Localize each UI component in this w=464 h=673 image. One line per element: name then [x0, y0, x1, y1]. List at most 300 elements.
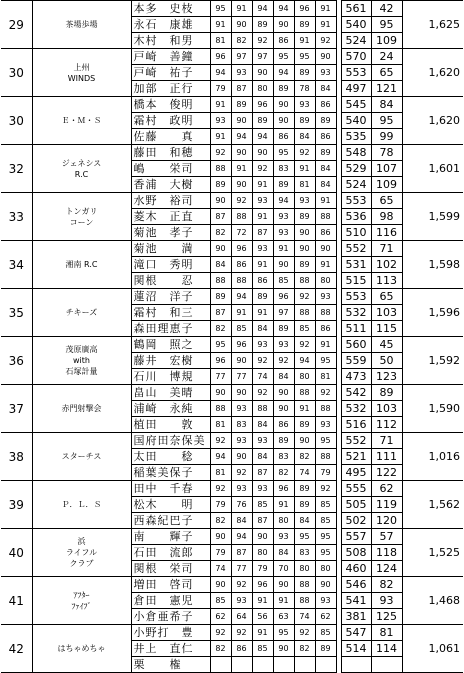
team-total: 1,592: [402, 337, 463, 385]
member-rank: 122: [371, 465, 402, 481]
series-score: 93: [231, 481, 252, 497]
series-score: 80: [273, 513, 294, 529]
series-score: 91: [231, 305, 252, 321]
series-score: 95: [210, 337, 231, 353]
series-score: 86: [252, 273, 273, 289]
member-name: 鶴岡 照之: [131, 337, 210, 353]
member-total: 541: [341, 593, 371, 609]
series-score: 88: [294, 385, 315, 401]
member-name: 橋本 俊明: [131, 97, 210, 113]
member-rank: 82: [371, 577, 402, 593]
series-score: 96: [210, 353, 231, 369]
team-name-line: R.C: [74, 169, 89, 179]
member-name: 栗 権: [131, 657, 210, 673]
series-score: 96: [231, 337, 252, 353]
team-name: [32, 337, 131, 385]
series-score: 89: [294, 417, 315, 433]
team-name-line: ﾌｧｲﾌﾞ: [71, 601, 92, 611]
series-score: 88: [210, 161, 231, 177]
member-total: 570: [341, 49, 371, 65]
team-name: [32, 145, 131, 193]
team-rank: 41: [1, 577, 32, 625]
table-row: [1, 97, 463, 113]
series-score: 90: [273, 641, 294, 657]
series-score: 92: [294, 625, 315, 641]
series-score: 94: [231, 289, 252, 305]
series-score: 63: [273, 609, 294, 625]
member-rank: [371, 657, 402, 673]
series-score: 93: [210, 113, 231, 129]
series-score: 90: [273, 401, 294, 417]
series-score: 74: [294, 465, 315, 481]
series-score: 87: [210, 305, 231, 321]
series-score: 93: [231, 593, 252, 609]
team-total: 1,590: [402, 385, 463, 433]
member-total: 548: [341, 145, 371, 161]
team-name: [32, 577, 131, 625]
series-score: 97: [231, 49, 252, 65]
series-score: 84: [252, 417, 273, 433]
series-score: 93: [252, 433, 273, 449]
team-rank: 33: [1, 193, 32, 241]
series-score: 92: [210, 433, 231, 449]
series-score: 96: [273, 289, 294, 305]
member-rank: 114: [371, 641, 402, 657]
team-name: [32, 1, 131, 49]
series-score: 95: [273, 49, 294, 65]
team-name-line: スターチス: [61, 452, 102, 461]
member-rank: 103: [371, 401, 402, 417]
series-score: 90: [273, 97, 294, 113]
series-score: 90: [315, 577, 336, 593]
series-score: 92: [315, 385, 336, 401]
member-name: 石田 流郎: [131, 545, 210, 561]
series-score: 87: [252, 513, 273, 529]
series-score: 93: [252, 241, 273, 257]
team-rank: 30: [1, 49, 32, 97]
team-rank: 40: [1, 529, 32, 577]
series-score: 89: [294, 481, 315, 497]
series-score: 88: [231, 273, 252, 289]
series-score: 90: [210, 529, 231, 545]
team-name-line: Ｅ・Ｍ・Ｓ: [61, 116, 102, 125]
member-total: 505: [341, 497, 371, 513]
series-score: 91: [231, 1, 252, 17]
member-rank: 123: [371, 369, 402, 385]
series-score: 78: [294, 81, 315, 97]
member-total: 535: [341, 129, 371, 145]
member-total: 553: [341, 289, 371, 305]
team-rank: 39: [1, 481, 32, 529]
series-score: 86: [315, 225, 336, 241]
table-row: [1, 529, 463, 545]
member-name: 石川 博規: [131, 369, 210, 385]
team-total: 1,016: [402, 433, 463, 481]
series-score: 84: [315, 81, 336, 97]
series-score: 93: [273, 209, 294, 225]
series-score: 90: [294, 433, 315, 449]
series-score: 90: [273, 17, 294, 33]
series-score: 89: [210, 177, 231, 193]
series-score: [273, 657, 294, 673]
member-rank: 98: [371, 209, 402, 225]
series-score: 89: [294, 113, 315, 129]
member-rank: 124: [371, 561, 402, 577]
member-name: 国府田奈保美: [131, 433, 210, 449]
series-score: 95: [315, 529, 336, 545]
series-score: 91: [252, 177, 273, 193]
series-score: 89: [273, 433, 294, 449]
series-score: 92: [294, 145, 315, 161]
series-score: 62: [210, 609, 231, 625]
series-score: 91: [273, 593, 294, 609]
series-score: 85: [273, 273, 294, 289]
team-total: 1,598: [402, 241, 463, 289]
team-rank: 30: [1, 97, 32, 145]
series-score: 93: [273, 225, 294, 241]
member-name: 戸崎 祐子: [131, 65, 210, 81]
series-score: 89: [315, 113, 336, 129]
series-score: 91: [210, 97, 231, 113]
team-name-line: クラブ: [69, 559, 94, 568]
team-total: 1,599: [402, 193, 463, 241]
member-total: 546: [341, 577, 371, 593]
series-score: 90: [273, 577, 294, 593]
member-total: 553: [341, 193, 371, 209]
team-name: [32, 241, 131, 289]
member-name: 戸崎 善鐘: [131, 49, 210, 65]
member-total: 555: [341, 481, 371, 497]
series-score: 88: [210, 401, 231, 417]
series-score: 94: [231, 529, 252, 545]
series-score: 91: [252, 625, 273, 641]
series-score: [294, 657, 315, 673]
series-score: 94: [294, 353, 315, 369]
team-name: [32, 385, 131, 433]
member-name: 浦崎 永純: [131, 401, 210, 417]
member-rank: 81: [371, 625, 402, 641]
member-rank: 50: [371, 353, 402, 369]
series-score: 91: [315, 193, 336, 209]
member-name: 霜村 政明: [131, 113, 210, 129]
team-name-line: 上州: [73, 62, 90, 72]
series-score: 93: [273, 337, 294, 353]
series-score: 84: [315, 161, 336, 177]
series-score: 92: [210, 625, 231, 641]
series-score: 89: [315, 641, 336, 657]
member-name: 小倉亜希子: [131, 609, 210, 625]
team-name-line: 赤門射撃会: [61, 404, 102, 413]
member-rank: 113: [371, 273, 402, 289]
series-score: 84: [210, 257, 231, 273]
series-score: 88: [294, 273, 315, 289]
team-rank: 35: [1, 289, 32, 337]
table-row: [1, 241, 463, 257]
series-score: 92: [210, 481, 231, 497]
series-score: 91: [273, 497, 294, 513]
member-rank: 24: [371, 49, 402, 65]
series-score: 93: [294, 97, 315, 113]
team-name-line: ジェネシス: [61, 158, 102, 168]
series-score: 93: [252, 481, 273, 497]
member-name: 菊池 満: [131, 241, 210, 257]
member-name: 松木 明: [131, 497, 210, 513]
table-row: [1, 337, 463, 353]
series-score: 87: [252, 465, 273, 481]
series-score: 86: [315, 97, 336, 113]
series-score: 88: [315, 305, 336, 321]
team-rank: 37: [1, 385, 32, 433]
team-name: [32, 481, 131, 529]
member-rank: 112: [371, 417, 402, 433]
series-score: 80: [315, 561, 336, 577]
member-total: 552: [341, 433, 371, 449]
series-score: [231, 657, 252, 673]
series-score: 96: [273, 481, 294, 497]
team-name-line: 浜: [77, 537, 86, 546]
member-rank: 118: [371, 545, 402, 561]
series-score: 94: [252, 1, 273, 17]
series-score: 92: [252, 353, 273, 369]
member-rank: 93: [371, 593, 402, 609]
series-score: 80: [294, 369, 315, 385]
series-score: [252, 657, 273, 673]
series-score: 89: [252, 17, 273, 33]
series-score: 90: [231, 353, 252, 369]
team-name: [32, 193, 131, 241]
table-row: [1, 481, 463, 497]
series-score: 81: [315, 369, 336, 385]
series-score: 90: [252, 145, 273, 161]
series-score: 85: [294, 321, 315, 337]
team-total: 1,620: [402, 49, 463, 97]
member-total: 557: [341, 529, 371, 545]
series-score: 92: [210, 145, 231, 161]
member-name: 増田 啓司: [131, 577, 210, 593]
series-score: 91: [210, 129, 231, 145]
series-score: 80: [315, 273, 336, 289]
member-rank: 120: [371, 513, 402, 529]
table-row: [1, 193, 463, 209]
member-name: 霜村 和三: [131, 305, 210, 321]
series-score: 91: [273, 241, 294, 257]
member-total: 542: [341, 385, 371, 401]
member-rank: 116: [371, 225, 402, 241]
series-score: 88: [315, 449, 336, 465]
member-total: 495: [341, 465, 371, 481]
table-row: [1, 433, 463, 449]
member-total: 516: [341, 417, 371, 433]
team-name-line: 茂原廣高: [65, 345, 98, 354]
series-score: 95: [273, 145, 294, 161]
member-name: 太田 稔: [131, 449, 210, 465]
series-score: 96: [252, 97, 273, 113]
team-total: 1,596: [402, 289, 463, 337]
series-score: 77: [231, 369, 252, 385]
member-rank: 42: [371, 1, 402, 17]
series-score: 96: [294, 1, 315, 17]
series-score: 93: [315, 417, 336, 433]
series-score: 81: [294, 177, 315, 193]
member-rank: 102: [371, 257, 402, 273]
member-name: 藤井 宏樹: [131, 353, 210, 369]
series-score: 84: [315, 177, 336, 193]
team-total: 1,468: [402, 577, 463, 625]
team-name-line: ライフル: [65, 548, 98, 557]
series-score: 94: [252, 129, 273, 145]
series-score: 95: [294, 529, 315, 545]
series-score: 92: [252, 33, 273, 49]
series-score: 90: [294, 241, 315, 257]
member-total: 560: [341, 337, 371, 353]
series-score: 91: [252, 257, 273, 273]
series-score: 92: [252, 385, 273, 401]
member-total: 531: [341, 257, 371, 273]
series-score: 84: [273, 545, 294, 561]
series-score: 94: [231, 129, 252, 145]
series-score: 88: [294, 593, 315, 609]
series-score: 94: [210, 65, 231, 81]
series-score: 90: [210, 385, 231, 401]
series-score: 91: [252, 305, 273, 321]
series-score: 91: [315, 337, 336, 353]
series-score: 88: [231, 209, 252, 225]
series-score: 86: [273, 417, 294, 433]
member-name: 水野 裕司: [131, 193, 210, 209]
series-score: 90: [231, 449, 252, 465]
series-score: 93: [231, 401, 252, 417]
series-score: 85: [210, 593, 231, 609]
series-score: 80: [252, 81, 273, 97]
series-score: 70: [273, 561, 294, 577]
team-name-line: チキーズ: [65, 308, 98, 317]
member-rank: 84: [371, 97, 402, 113]
series-score: 81: [210, 465, 231, 481]
series-score: 87: [210, 209, 231, 225]
series-score: 79: [315, 465, 336, 481]
member-total: 540: [341, 113, 371, 129]
table-row: [1, 1, 463, 17]
member-total: 514: [341, 641, 371, 657]
member-rank: 71: [371, 241, 402, 257]
member-name: 関根 栄司: [131, 561, 210, 577]
series-score: 94: [273, 65, 294, 81]
team-name-line: トンガリ: [65, 206, 98, 216]
table-row: [1, 145, 463, 161]
series-score: 77: [210, 369, 231, 385]
member-total: 529: [341, 161, 371, 177]
series-score: 82: [210, 513, 231, 529]
member-name: 畠山 美晴: [131, 385, 210, 401]
member-total: 497: [341, 81, 371, 97]
series-score: 87: [252, 225, 273, 241]
series-score: 90: [231, 17, 252, 33]
table-row: [1, 577, 463, 593]
member-name: 関根 忍: [131, 273, 210, 289]
member-rank: 111: [371, 449, 402, 465]
series-score: 90: [231, 177, 252, 193]
series-score: 85: [231, 321, 252, 337]
series-score: 85: [315, 513, 336, 529]
series-score: 91: [294, 161, 315, 177]
series-score: 79: [210, 81, 231, 97]
series-score: 97: [273, 305, 294, 321]
series-score: 90: [273, 113, 294, 129]
team-total: 1,525: [402, 529, 463, 577]
series-score: 92: [231, 465, 252, 481]
series-score: 81: [210, 33, 231, 49]
member-rank: 71: [371, 433, 402, 449]
member-name: 佐藤 真: [131, 129, 210, 145]
member-total: 381: [341, 609, 371, 625]
member-rank: 107: [371, 161, 402, 177]
series-score: 90: [315, 241, 336, 257]
series-score: 89: [294, 209, 315, 225]
series-score: 92: [315, 33, 336, 49]
series-score: 91: [252, 209, 273, 225]
member-rank: 99: [371, 129, 402, 145]
series-score: 84: [231, 513, 252, 529]
series-score: 91: [315, 1, 336, 17]
member-name: 本多 史枝: [131, 1, 210, 17]
team-name-line: Ｐ．Ｌ．Ｓ: [61, 500, 102, 509]
series-score: 90: [252, 65, 273, 81]
series-score: 92: [231, 193, 252, 209]
series-score: 72: [231, 225, 252, 241]
series-score: 84: [252, 449, 273, 465]
series-score: 91: [315, 257, 336, 273]
team-name-line: はちゃめちゃ: [57, 644, 106, 653]
series-score: 91: [210, 17, 231, 33]
series-score: 92: [294, 289, 315, 305]
series-score: 96: [210, 49, 231, 65]
series-score: 92: [273, 353, 294, 369]
series-score: 62: [315, 609, 336, 625]
member-rank: 103: [371, 305, 402, 321]
series-score: 89: [294, 497, 315, 513]
series-score: 89: [294, 65, 315, 81]
member-rank: 62: [371, 481, 402, 497]
series-score: 82: [294, 449, 315, 465]
member-rank: 109: [371, 33, 402, 49]
series-score: 93: [315, 289, 336, 305]
series-score: 90: [315, 49, 336, 65]
series-score: 92: [231, 625, 252, 641]
member-total: 510: [341, 225, 371, 241]
series-score: 82: [210, 641, 231, 657]
series-score: 86: [273, 33, 294, 49]
series-score: 95: [294, 49, 315, 65]
team-name-line: WINDS: [67, 73, 96, 83]
member-total: 547: [341, 625, 371, 641]
team-rank: 32: [1, 145, 32, 193]
member-rank: 109: [371, 177, 402, 193]
series-score: 81: [210, 417, 231, 433]
series-score: 89: [315, 145, 336, 161]
series-score: 85: [252, 497, 273, 513]
member-total: 532: [341, 401, 371, 417]
series-score: 91: [231, 161, 252, 177]
series-score: 90: [252, 529, 273, 545]
series-score: 89: [273, 177, 294, 193]
series-score: 88: [315, 209, 336, 225]
member-name: 稲葉美保子: [131, 465, 210, 481]
member-name: 西森紀巴子: [131, 513, 210, 529]
series-score: 80: [252, 545, 273, 561]
table-row: [1, 625, 463, 641]
team-name-line: 石塚計量: [65, 367, 98, 376]
member-rank: 119: [371, 497, 402, 513]
